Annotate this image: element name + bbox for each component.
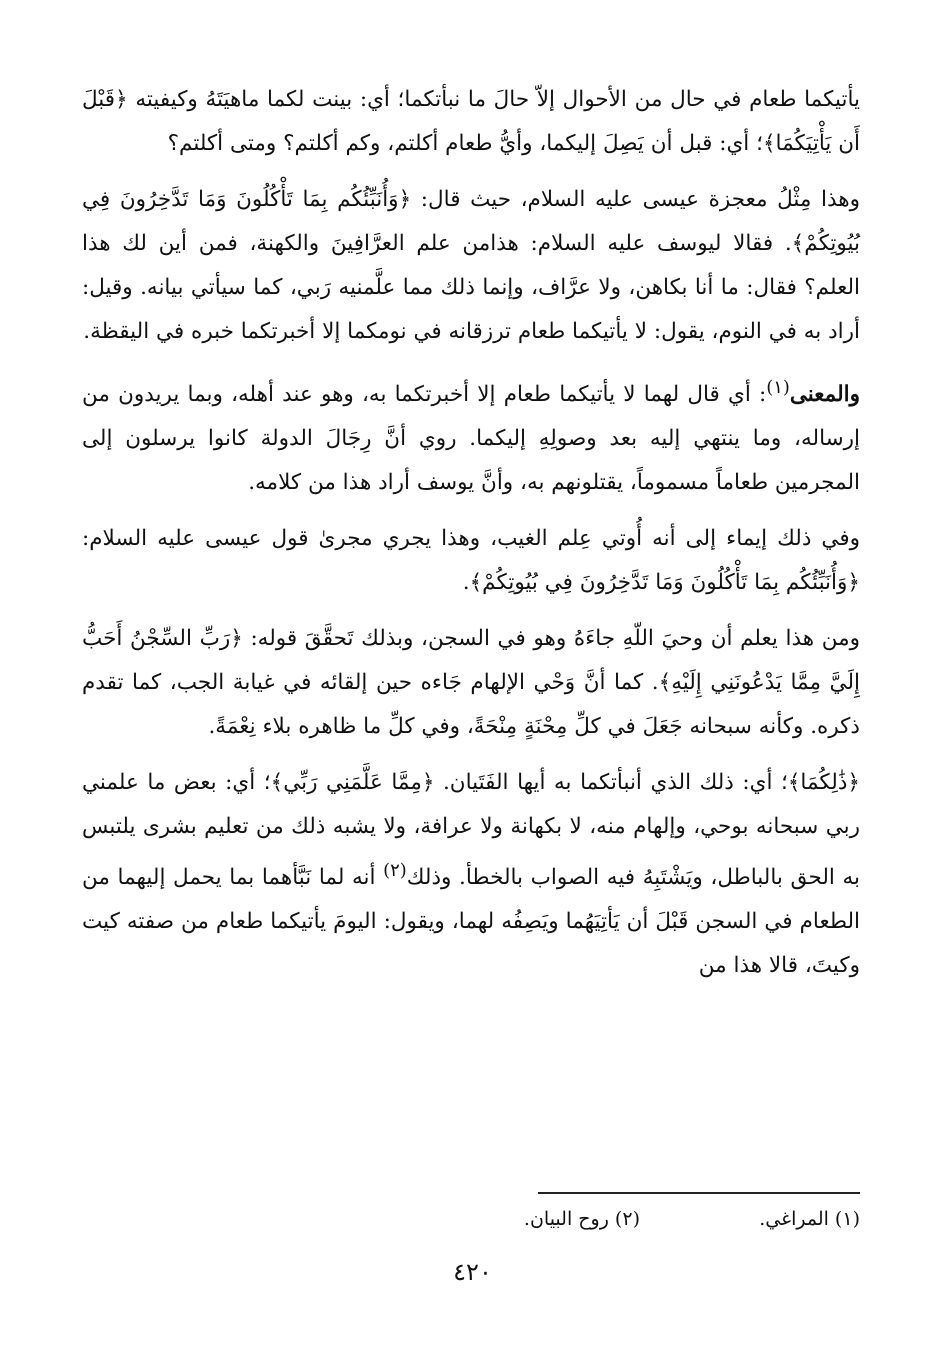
paragraph-5 bbox=[82, 617, 860, 749]
quran-quote: ﴿وَأُنَبِّئُكُم بِمَا تَأْكُلُونَ وَمَا تَدَّخِرُونَ فِي بُيُوتِكُمْ﴾ bbox=[469, 570, 860, 596]
paragraph-2 bbox=[82, 178, 860, 354]
page-body bbox=[82, 78, 860, 1000]
footnotes bbox=[82, 1208, 860, 1230]
paragraph-text: أنه لما نَبَّأهما بما يحمل إليهما من الطعام في السجن قَبْلَ أن يَأتِيَهُما ويَصِفُه لهما، ويقول: اليومَ يأتيكما طعام من صفته كيت وكيتَ، قالا هذا من bbox=[82, 865, 860, 979]
footnote-marker: (١) bbox=[766, 377, 790, 398]
paragraph-3 bbox=[82, 366, 860, 505]
paragraph-text: يأتيكما طعام في حال من الأحوال إلاّ حالَ ما نبأتكما؛ أي: بينت لكما ماهيَتَهُ وكيفيته bbox=[127, 87, 860, 112]
quran-quote: ﴿قَبْلَ أَن يَأْتِيَكُمَا﴾ bbox=[82, 87, 860, 156]
quran-quote: ﴿ذَٰلِكُمَا﴾ bbox=[787, 770, 861, 796]
footnote-divider bbox=[538, 1192, 860, 1194]
page-number: ٤٢٠ bbox=[453, 1258, 492, 1286]
paragraph-text: وهذا مِثْلُ معجزة عيسى عليه السلام، حيث قال: bbox=[411, 187, 860, 212]
paragraph-text: : أي قال لهما لا يأتيكما طعام إلا أخبرتكما به، وهو عند أهله، وبما يريدون من إرساله، وما ينتهي إليه بعد وصولِهِ إليكما. روي أنَّ رِجَالَ الدولة كانوا يرسلون إلى المجرمين طعاماً مسموماً، يقتلونهم به، وأنَّ يوسف أراد هذا من كلامه. bbox=[82, 382, 860, 496]
paragraph-text: ؛ أي: ذلك الذي أنبأتكما به أيها الفَتَيان. bbox=[434, 770, 788, 796]
paragraph-text: . فقالا ليوسف عليه السلام: هذامن علم العرَّافِينَ والكهنة، فمن أين لك هذا العلم؟ فقال: ما أنا بكاهن، ولا عرَّاف، وإنما ذلك مما علَّمنيه رَبي، كما سيأتي بيانه. وقيل: أراد به في النوم، يقول: لا يأتيكما طعام ترزقانه في نومكما إلا أخبرتكما خبره في اليقظة. bbox=[82, 231, 860, 344]
footnote-1: (١) المراغي. bbox=[759, 1208, 860, 1230]
paragraph-text: . bbox=[462, 570, 470, 596]
paragraph-text: وفي ذلك إيماء إلى أنه أُوتي عِلم الغيب، وهذا يجري مجرىٰ قول عيسى عليه السلام: bbox=[82, 526, 860, 552]
paragraph-text: . كما أنَّ وَحْي الإلهام جَاءه حين إلقائه في غيابة الجب، كما تقدم ذكره. وكأنه سبحانه جَعَلَ في كلِّ مِحْنَةٍ مِنْحَةً، وفي كلِّ ما ظاهره بلاء نِعْمَةً. bbox=[82, 670, 860, 740]
paragraph-6 bbox=[82, 761, 860, 988]
footnote-2: (٢) روح البيان. bbox=[523, 1208, 640, 1230]
quran-quote: ﴿مِمَّا عَلَّمَنِي رَبِّي﴾ bbox=[270, 770, 435, 796]
quran-quote: ﴿وَأُنَبِّئُكُم بِمَا تَأْكُلُونَ وَمَا تَدَّخِرُونَ فِي بُيُوتِكُمْ﴾ bbox=[82, 187, 860, 256]
quran-quote: ﴿رَبِّ السِّجْنُ أَحَبُّ إِلَيَّ مِمَّا يَدْعُونَنِي إِلَيْهِ﴾ bbox=[82, 626, 860, 696]
paragraph-4 bbox=[82, 517, 860, 605]
paragraph-text: ؛ أي: قبل أن يَصِلَ إليكما، وأيُّ طعام أكلتم، وكم أكلتم؟ ومتى أكلتم؟ bbox=[167, 131, 763, 156]
paragraph-1 bbox=[82, 78, 860, 166]
paragraph-text: ؛ أي: بعض ما علمني ربي سبحانه بوحي، وإلهام منه، لا بكهانة ولا عرافة، ولا يشبه ذلك من تعليم بشرى يلتبس به الحق بالباطل، ويَشْتَبِهُ فيه الصواب بالخطأ. وذلك bbox=[82, 770, 860, 891]
footnote-marker: (٢) bbox=[383, 860, 407, 882]
paragraph-text: ومن هذا يعلم أن وحيَ اللّهِ جاءَهُ وهو في السجن، وبذلك تَحقَّقَ قوله: bbox=[242, 626, 860, 652]
lead-term: والمعنى bbox=[789, 382, 860, 408]
